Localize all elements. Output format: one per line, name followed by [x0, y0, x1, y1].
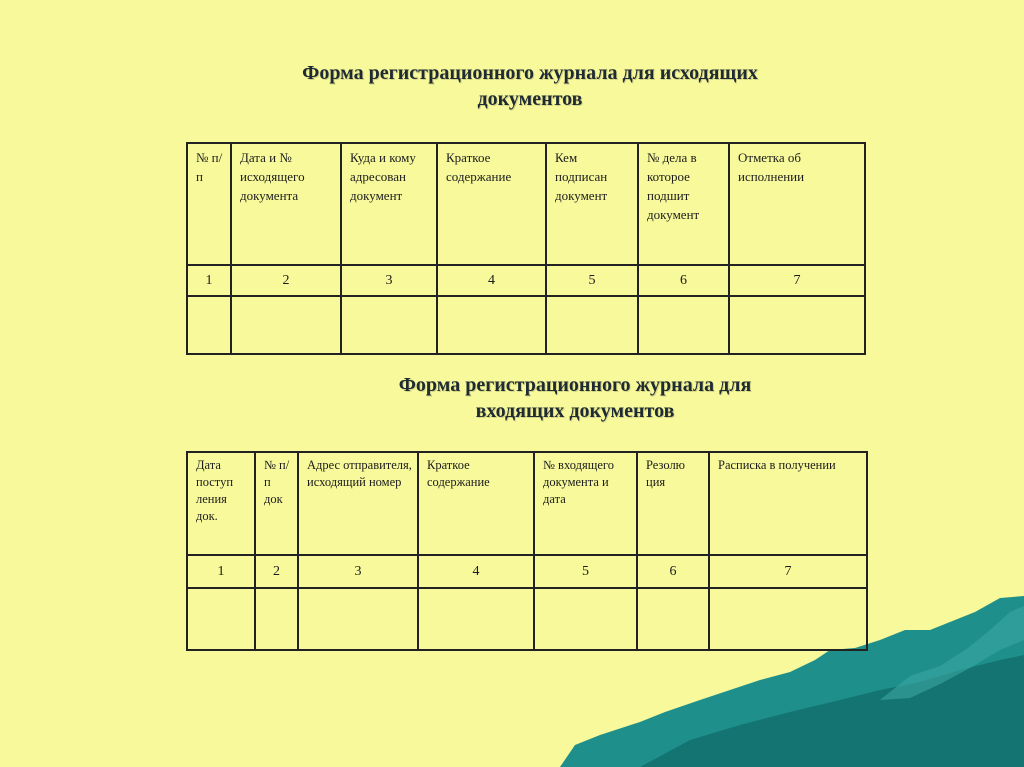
- outgoing-title-line1: Форма регистрационного журнала для исходящих: [302, 62, 758, 84]
- number-cell: 7: [729, 265, 865, 296]
- number-cell: 6: [638, 265, 729, 296]
- header-cell: Дата поступ ления док.: [187, 452, 255, 555]
- header-cell: Адрес отправителя, исходящий номер: [298, 452, 418, 555]
- empty-cell: [546, 296, 638, 354]
- number-row: [187, 555, 867, 588]
- empty-cell: [187, 296, 231, 354]
- number-cell: 5: [534, 555, 637, 588]
- incoming-title-line2: входящих документов: [475, 400, 675, 422]
- header-row: [187, 452, 867, 555]
- header-cell: Кем подписан документ: [546, 143, 638, 265]
- empty-row: [187, 588, 867, 650]
- header-cell: Расписка в получении: [709, 452, 867, 555]
- incoming-journal-title: [270, 372, 880, 424]
- incoming-title-line1: Форма регистрационного журнала для: [398, 374, 752, 396]
- number-cell: 1: [187, 555, 255, 588]
- empty-cell: [437, 296, 546, 354]
- header-cell: Отметка об исполнении: [729, 143, 865, 265]
- number-cell: 6: [637, 555, 709, 588]
- empty-cell: [231, 296, 341, 354]
- empty-cell: [255, 588, 298, 650]
- header-cell: № п/п: [187, 143, 231, 265]
- number-cell: 4: [418, 555, 534, 588]
- number-cell: 4: [437, 265, 546, 296]
- number-cell: 2: [231, 265, 341, 296]
- empty-cell: [341, 296, 437, 354]
- header-cell: № п/п док: [255, 452, 298, 555]
- header-cell: Куда и кому адресован документ: [341, 143, 437, 265]
- outgoing-journal-title: [220, 60, 840, 112]
- header-cell: Краткое содержание: [418, 452, 534, 555]
- empty-cell: [709, 588, 867, 650]
- empty-cell: [638, 296, 729, 354]
- header-cell: Краткое содержание: [437, 143, 546, 265]
- number-cell: 3: [341, 265, 437, 296]
- header-cell: № входящего документа и дата: [534, 452, 637, 555]
- empty-cell: [729, 296, 865, 354]
- empty-cell: [418, 588, 534, 650]
- empty-row: [187, 296, 865, 354]
- number-cell: 7: [709, 555, 867, 588]
- number-row: [187, 265, 865, 296]
- header-cell: Дата и № исходящего документа: [231, 143, 341, 265]
- header-row: [187, 143, 865, 265]
- header-cell: Резолю ция: [637, 452, 709, 555]
- number-cell: 3: [298, 555, 418, 588]
- number-cell: 1: [187, 265, 231, 296]
- outgoing-journal-table: [186, 142, 866, 355]
- empty-cell: [637, 588, 709, 650]
- number-cell: 2: [255, 555, 298, 588]
- incoming-journal-table: [186, 451, 868, 651]
- header-cell: № дела в которое подшит документ: [638, 143, 729, 265]
- empty-cell: [187, 588, 255, 650]
- empty-cell: [534, 588, 637, 650]
- empty-cell: [298, 588, 418, 650]
- number-cell: 5: [546, 265, 638, 296]
- outgoing-title-line2: документов: [477, 88, 583, 110]
